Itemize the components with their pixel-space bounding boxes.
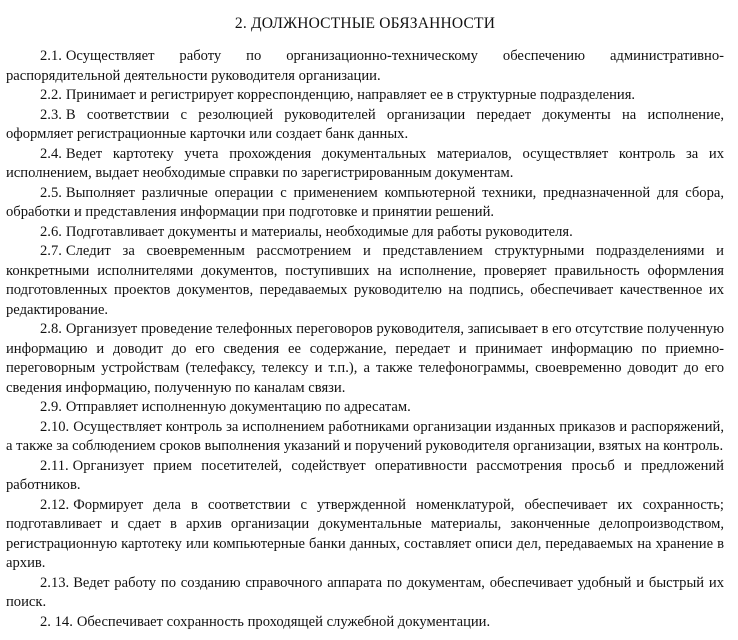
clause-text: Осуществляет работу по организационно-техническому обеспечению административно-распорядительной деятельности руководителя организации. bbox=[6, 48, 724, 84]
clause-text: Отправляет исполненную документацию по адресатам. bbox=[65, 399, 411, 415]
clause-text: Организует проведение телефонных переговоров руководителя, записывает в его отсутствие полученную информацию и доводит до его сведения ее содержание, передает и принимает информацию по приемно-переговорным устройствам (телефаксу, телексу и т.п.), а также телефонограммы, своевременно доводит до его сведения информацию, полученную по каналам связи. bbox=[6, 321, 724, 396]
clause-text: Подготавливает документы и материалы, необходимые для работы руководителя. bbox=[65, 223, 573, 240]
clause-text: Осуществляет контроль за исполнением работниками организации изданных приказов и распоряжений, а также за соблюдением сроков выполнения указаний и поручений руководителя организации, взятых на контроль. bbox=[6, 418, 724, 454]
clause-number: 2.6. bbox=[40, 223, 62, 240]
clause-text: В соответствии с резолюцией руководителей организации передает документы на исполнение, оформляет регистрационные карточки или создает банк данных. bbox=[6, 106, 724, 142]
clause-number: 2.4. bbox=[40, 145, 62, 162]
clause-text: Следит за своевременным рассмотрением и представлением структурными подразделениями и конкретными исполнителями документов, поступивших на исполнение, проверяет правильность оформления подготовленных проектов документов, передаваемых руководителю на подпись, обеспечивает качественное их редактирование. bbox=[6, 243, 724, 318]
clause-2-8 bbox=[6, 320, 724, 398]
clause-number: 2.2. bbox=[40, 87, 62, 103]
clause-2-3 bbox=[6, 106, 724, 145]
document-page bbox=[6, 14, 724, 632]
clause-number: 2.9. bbox=[40, 399, 62, 415]
clause-text: Принимает и регистрирует корреспонденцию, направляет ее в структурные подразделения. bbox=[65, 87, 636, 103]
clause-2-13 bbox=[6, 574, 724, 613]
clause-text: Ведет картотеку учета прохождения документальных материалов, осуществляет контроль за их исполнением, выдает необходимые справки по зарегистрированным документам. bbox=[6, 145, 724, 181]
clause-number: 2.5. bbox=[40, 184, 62, 201]
clause-number: 2.13. bbox=[40, 574, 70, 591]
clause-text: Организует прием посетителей, содействует оперативности рассмотрения просьб и предложений работников. bbox=[6, 457, 724, 493]
clause-number: 2.10. bbox=[40, 418, 70, 435]
clause-number: 2.1. bbox=[40, 48, 62, 64]
clause-number: 2.7. bbox=[40, 243, 62, 259]
clause-2-9 bbox=[6, 398, 724, 418]
clause-2-10 bbox=[6, 418, 724, 457]
clause-number: 2.3. bbox=[40, 106, 62, 123]
clause-text: Формирует дела в соответствии с утвержденной номенклатурой, обеспечивает их сохранность; подготавливает и сдает в архив организации документальные материалы, законченные делопроизводством, регистрационную картотеку или компьютерные банки данных, составляет описи дел, передаваемых на хранение в архив. bbox=[6, 496, 724, 571]
clause-2-4 bbox=[6, 145, 724, 184]
clause-text: Ведет работу по созданию справочного аппарата по документам, обеспечивает удобный и быстрый их поиск. bbox=[6, 574, 724, 610]
clause-2-12 bbox=[6, 496, 724, 574]
clause-2-14 bbox=[6, 613, 724, 633]
clause-number: 2.11. bbox=[40, 457, 69, 474]
clause-2-7 bbox=[6, 242, 724, 320]
clause-2-6 bbox=[6, 223, 724, 243]
clause-2-5 bbox=[6, 184, 724, 223]
clause-2-1 bbox=[6, 47, 724, 86]
clause-2-2 bbox=[6, 86, 724, 106]
clause-2-11 bbox=[6, 457, 724, 496]
section-title: 2. ДОЛЖНОСТНЫЕ ОБЯЗАННОСТИ bbox=[234, 15, 496, 32]
clause-text: Обеспечивает сохранность проходящей служебной документации. bbox=[76, 613, 491, 630]
clause-number: 2.8. bbox=[40, 321, 62, 337]
clause-text: Выполняет различные операции с применением компьютерной техники, предназначенной для сбора, обработки и представления информации при подготовке и принятии решений. bbox=[6, 184, 724, 220]
clause-number: 2. 14. bbox=[40, 613, 73, 630]
clause-number: 2.12. bbox=[40, 496, 70, 513]
